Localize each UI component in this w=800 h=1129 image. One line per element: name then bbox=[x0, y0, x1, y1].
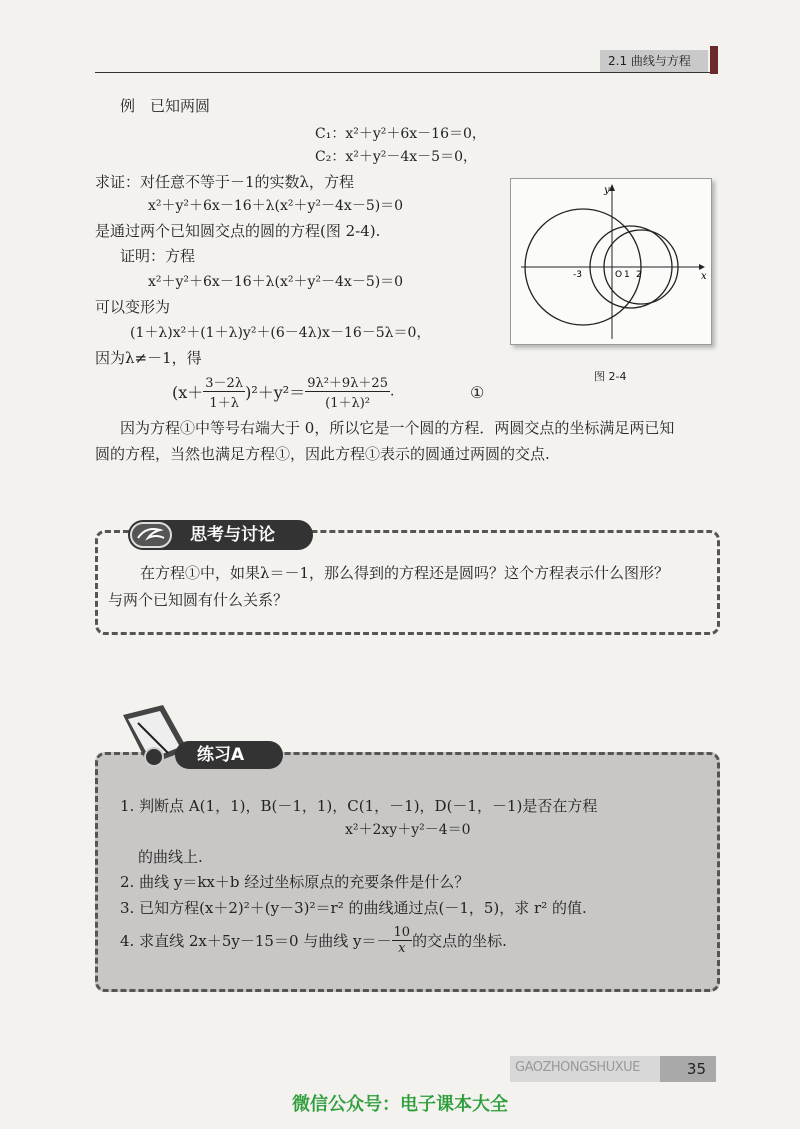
example-intro: 例 已知两圆 bbox=[120, 97, 211, 115]
conclusion-line-2: 圆的方程，当然也满足方程①，因此方程①表示的圆通过两圆的交点. bbox=[95, 445, 550, 463]
exercise-q1: 1. 判断点 A(1，1)，B(－1，1)，C(1，－1)，D(－1，－1)是否在方程 bbox=[120, 797, 598, 815]
since-text: 因为λ≠－1，得 bbox=[95, 349, 202, 367]
equation-marker: ① bbox=[470, 383, 485, 402]
q4-frac-num: 10 bbox=[393, 925, 411, 940]
equation-family: x²＋y²＋6x－16＋λ(x²＋y²－4x－5)＝0 bbox=[148, 198, 404, 214]
eq4-left-b: )²＋y²＝ bbox=[245, 383, 306, 402]
think-line-1: 在方程①中，如果λ＝－1，那么得到的方程还是圆吗？这个方程表示什么图形？ bbox=[140, 564, 670, 582]
equation-circle-form bbox=[172, 372, 394, 411]
swirl-graphic bbox=[132, 524, 170, 546]
eq4-frac1-den: 1＋λ bbox=[209, 396, 239, 411]
tick-origin: O bbox=[615, 270, 623, 280]
header-rule bbox=[95, 72, 710, 73]
exercise-q2: 2. 曲线 y＝kx＋b 经过坐标原点的充要条件是什么？ bbox=[120, 873, 470, 891]
section-header: 2.1 曲线与方程 bbox=[600, 50, 708, 72]
eq4-fraction-2 bbox=[305, 372, 390, 411]
equation-expanded: (1＋λ)x²＋(1＋λ)y²＋(6－4λ)x－16－5λ＝0， bbox=[130, 325, 431, 341]
figure-2-4 bbox=[510, 178, 712, 345]
eq4-left-a: (x＋ bbox=[172, 383, 204, 402]
figure-caption: 图 2-4 bbox=[594, 370, 627, 383]
think-discuss-title: 思考与讨论 bbox=[128, 520, 313, 550]
wechat-watermark: 微信公众号：电子课本大全 bbox=[292, 1094, 508, 1115]
proof-label: 证明：方程 bbox=[120, 247, 196, 265]
think-line-2: 与两个已知圆有什么关系？ bbox=[108, 591, 289, 609]
circle-c2-equation: C₂：x²＋y²－4x－5＝0， bbox=[315, 149, 477, 165]
eq4-end: . bbox=[389, 383, 395, 400]
eq4-frac1-num: 3－2λ bbox=[203, 372, 245, 392]
claim-statement: 是通过两个已知圆交点的圆的方程(图 2-4). bbox=[95, 222, 381, 240]
page-number: 35 bbox=[660, 1056, 716, 1082]
conclusion-line-1: 因为方程①中等号右端大于 0，所以它是一个圆的方程．两圆交点的坐标满足两已知 bbox=[120, 419, 675, 437]
y-axis-label: y bbox=[604, 185, 610, 196]
exercise-q4 bbox=[120, 925, 507, 956]
circle-c1-equation: C₁：x²＋y²＋6x－16＝0， bbox=[315, 126, 486, 142]
tick-2: 2 bbox=[636, 270, 642, 280]
exercise-q4-b: 的交点的坐标. bbox=[412, 932, 507, 950]
exercise-q4-a: 4. 求直线 2x＋5y－15＝0 与曲线 y＝－ bbox=[120, 932, 392, 950]
exercise-q1-end: 的曲线上. bbox=[138, 848, 203, 866]
eq4-frac2-num: 9λ²＋9λ＋25 bbox=[305, 372, 390, 392]
equation-proof: x²＋y²＋6x－16＋λ(x²＋y²－4x－5)＝0 bbox=[148, 274, 404, 290]
y-axis-arrow bbox=[609, 184, 615, 191]
eq4-fraction-1 bbox=[203, 372, 245, 411]
header-marker bbox=[710, 46, 718, 74]
footer-brand: GAOZHONGSHUXUE bbox=[515, 1060, 640, 1075]
x-axis-label: x bbox=[701, 271, 707, 282]
q4-frac-den: x bbox=[398, 941, 406, 956]
exercise-title: 练习A bbox=[175, 741, 283, 769]
tick-neg3: -3 bbox=[573, 270, 582, 280]
transform-text: 可以变形为 bbox=[95, 298, 171, 316]
x-axis-arrow bbox=[699, 264, 705, 270]
eq4-frac2-den: (1＋λ)² bbox=[325, 396, 371, 411]
prove-statement: 求证：对任意不等于－1的实数λ，方程 bbox=[95, 173, 355, 191]
tick-1: 1 bbox=[624, 270, 630, 280]
circles-plot bbox=[511, 179, 711, 344]
swirl-icon bbox=[130, 522, 172, 548]
exercise-q1-equation: x²＋2xy＋y²－4＝0 bbox=[345, 822, 471, 838]
exercise-q3: 3. 已知方程(x＋2)²＋(y－3)²＝r² 的曲线通过点(－1，5)，求 r² 的值. bbox=[120, 899, 587, 917]
exercise-q4-fraction bbox=[392, 925, 413, 956]
